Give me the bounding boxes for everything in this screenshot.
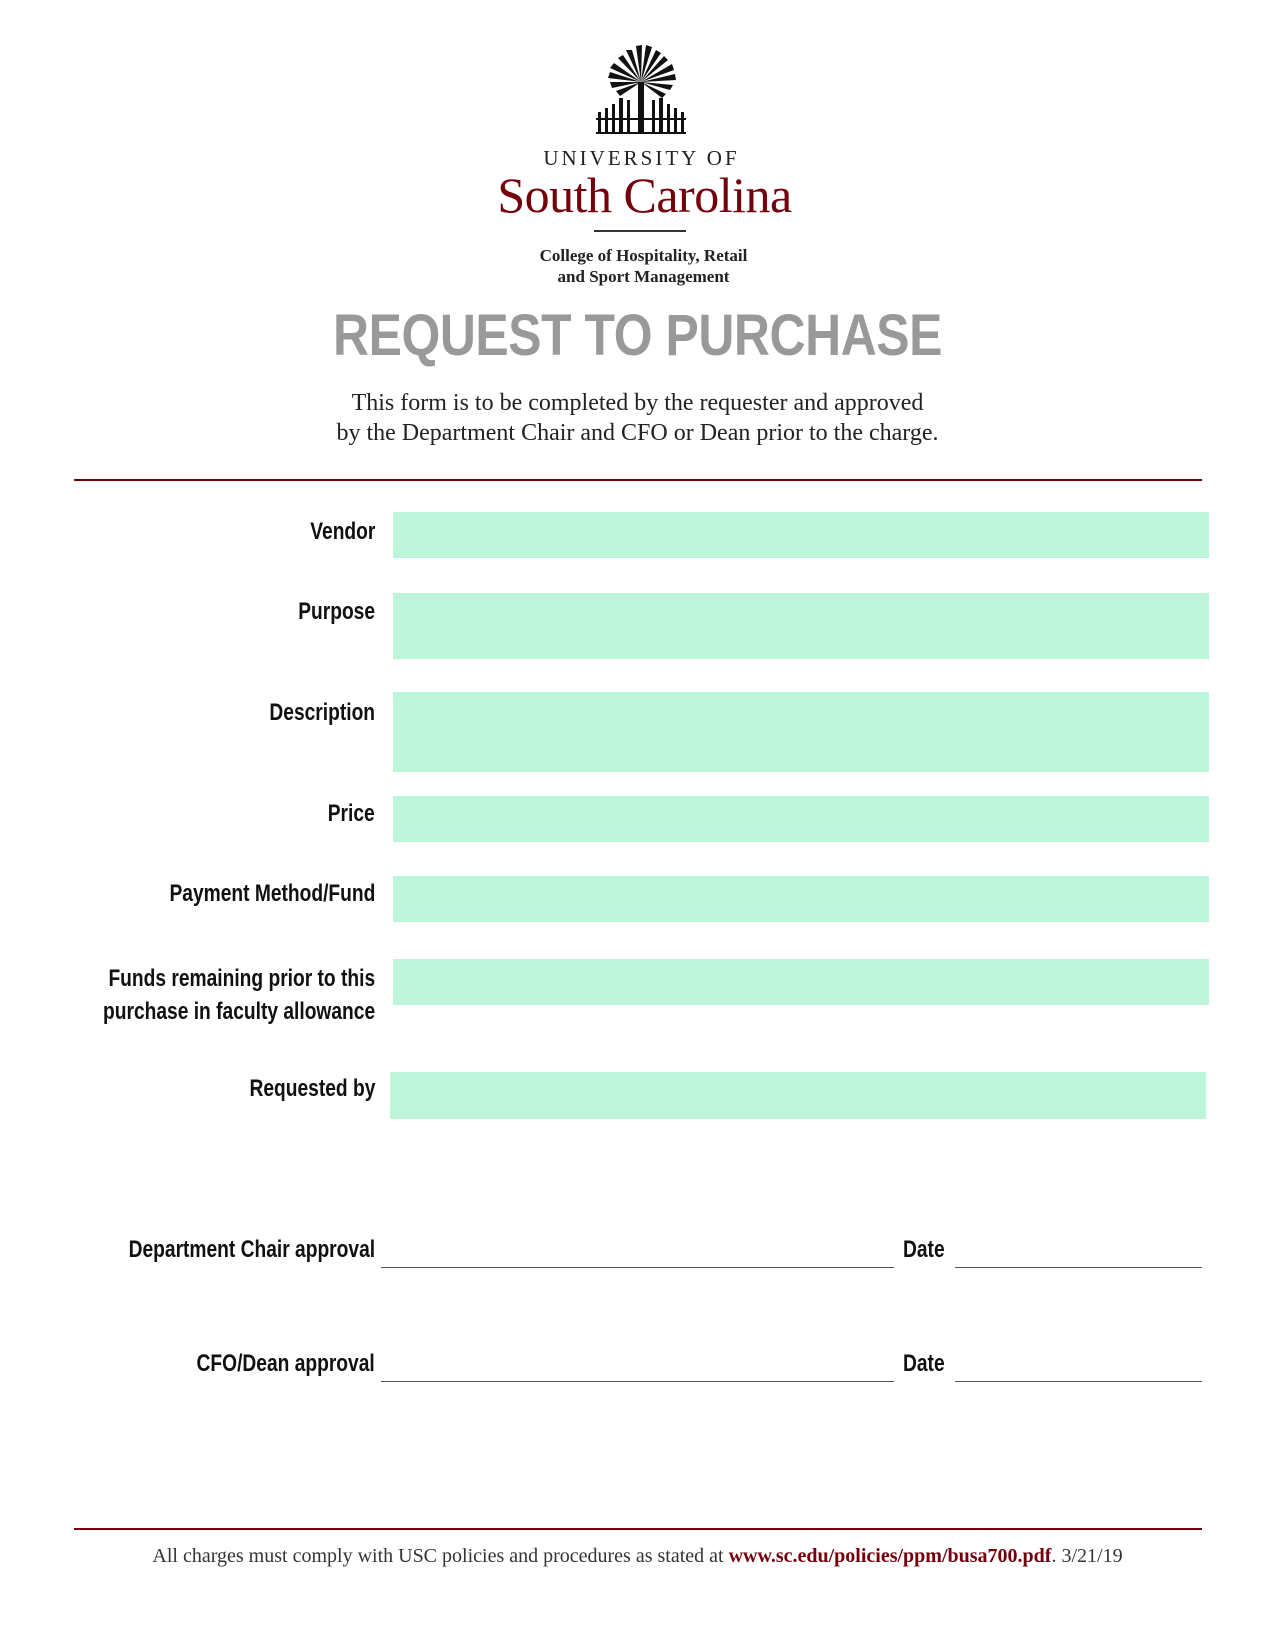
chair-date-label: Date [903,1236,945,1263]
palmetto-tree-gate-icon [596,42,686,140]
vendor-label: Vendor [309,518,375,545]
form-title: REQUEST TO PURCHASE [333,303,942,368]
price-label: Price [328,800,375,827]
purpose-field[interactable] [393,593,1209,659]
funds-remaining-field[interactable] [393,959,1209,1005]
university-name: South Carolina [497,167,792,223]
payment-method-field[interactable] [393,876,1209,922]
department-chair-signature-line[interactable] [381,1267,894,1268]
funds-remaining-label [103,962,375,1028]
requested-by-label: Requested by [249,1075,375,1102]
intro-text-line-1: This form is to be completed by the requester and approved [351,390,924,416]
funds-remaining-label-line-2: purchase in faculty allowance [102,998,375,1025]
chair-date-line[interactable] [955,1267,1202,1268]
footer-text: All charges must comply with USC policies and procedures as stated at [152,1545,729,1567]
footer-date: . 3/21/19 [1051,1545,1123,1567]
college-name-line-1: College of Hospitality, Retail [539,246,748,265]
description-field[interactable] [393,692,1209,772]
college-name-line-2: and Sport Management [557,267,730,286]
vendor-field[interactable] [393,512,1209,558]
top-divider [74,479,1202,481]
dean-date-line[interactable] [955,1381,1202,1382]
university-of-text: UNIVERSITY OF [543,146,740,170]
footer-note [0,1545,1275,1568]
requested-by-field[interactable] [390,1072,1206,1119]
logo-divider [594,230,686,232]
cfo-dean-signature-line[interactable] [381,1381,894,1382]
bottom-divider [74,1528,1202,1530]
purpose-label: Purpose [298,598,375,625]
cfo-dean-approval-label: CFO/Dean approval [196,1350,375,1377]
funds-remaining-label-line-1: Funds remaining prior to this [108,965,375,992]
intro-text-line-2: by the Department Chair and CFO or Dean prior to the charge. [336,420,939,446]
dean-date-label: Date [903,1350,945,1377]
payment-method-label: Payment Method/Fund [169,880,375,907]
department-chair-approval-label: Department Chair approval [128,1236,375,1263]
description-label: Description [269,699,375,726]
price-field[interactable] [393,796,1209,842]
policy-link[interactable]: www.sc.edu/policies/ppm/busa700.pdf [728,1545,1052,1567]
